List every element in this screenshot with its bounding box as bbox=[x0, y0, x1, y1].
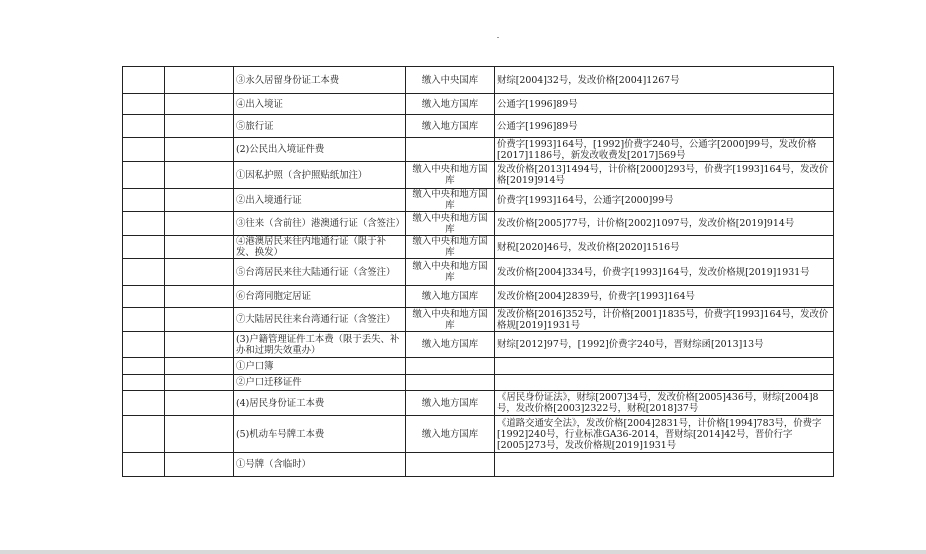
table-row bbox=[123, 138, 834, 162]
treasury-cell: 缴入中央和地方国库 bbox=[406, 212, 495, 236]
treasury-cell: 缴入中央和地方国库 bbox=[406, 308, 495, 332]
page-bottom-edge bbox=[0, 550, 926, 554]
treasury-cell: 缴入中央和地方国库 bbox=[406, 236, 495, 259]
table-row bbox=[123, 308, 834, 332]
empty-cell-b bbox=[165, 308, 234, 332]
treasury-cell: 缴入地方国库 bbox=[406, 332, 495, 358]
empty-cell-a bbox=[123, 308, 165, 332]
basis-cell: 财综[2004]32号，发改价格[2004]1267号 bbox=[495, 67, 834, 94]
fee-item-cell: (2)公民出入境证件费 bbox=[234, 138, 406, 162]
basis-cell: 发改价格[2013]1494号，计价格[2000]293号，价费字[1993]164号，发改价格[2019]914号 bbox=[495, 162, 834, 189]
fee-item-cell: ③永久居留身份证工本费 bbox=[234, 67, 406, 94]
fee-item-cell: ⑤旅行证 bbox=[234, 115, 406, 138]
fee-item-cell: ④港澳居民来往内地通行证（限于补发、换发） bbox=[234, 236, 406, 259]
treasury-cell: 缴入地方国库 bbox=[406, 286, 495, 308]
table-row bbox=[123, 94, 834, 115]
treasury-cell bbox=[406, 358, 495, 375]
treasury-cell: 缴入中央和地方国库 bbox=[406, 162, 495, 189]
basis-cell: 财综[2012]97号，[1992]价费字240号，晋财综函[2013]13号 bbox=[495, 332, 834, 358]
scan-mark bbox=[497, 37, 499, 38]
table-row bbox=[123, 236, 834, 259]
basis-cell: 发改价格[2004]2839号，价费字[1993]164号 bbox=[495, 286, 834, 308]
table-row bbox=[123, 286, 834, 308]
table-row bbox=[123, 212, 834, 236]
table-row bbox=[123, 416, 834, 453]
treasury-cell: 缴入中央和地方国库 bbox=[406, 259, 495, 286]
table-row bbox=[123, 453, 834, 477]
fee-item-cell: (5)机动车号牌工本费 bbox=[234, 416, 406, 453]
fee-item-cell: ④出入境证 bbox=[234, 94, 406, 115]
empty-cell-a bbox=[123, 212, 165, 236]
fee-item-cell: ⑥台湾同胞定居证 bbox=[234, 286, 406, 308]
empty-cell-b bbox=[165, 189, 234, 212]
fee-item-cell: ⑤台湾居民来往大陆通行证（含签注） bbox=[234, 259, 406, 286]
empty-cell-a bbox=[123, 236, 165, 259]
empty-cell-b bbox=[165, 162, 234, 189]
fee-item-cell: ⑦大陆居民往来台湾通行证（含签注） bbox=[234, 308, 406, 332]
table-row bbox=[123, 162, 834, 189]
table-row bbox=[123, 259, 834, 286]
fee-item-cell: (3)户籍管理证件工本费（限于丢失、补办和过期失效重办） bbox=[234, 332, 406, 358]
table-row bbox=[123, 332, 834, 358]
empty-cell-b bbox=[165, 259, 234, 286]
treasury-cell: 缴入地方国库 bbox=[406, 115, 495, 138]
fee-item-cell: ③往来（含前往）港澳通行证（含签注） bbox=[234, 212, 406, 236]
empty-cell-b bbox=[165, 391, 234, 416]
table-row bbox=[123, 391, 834, 416]
empty-cell-a bbox=[123, 416, 165, 453]
empty-cell-a bbox=[123, 391, 165, 416]
table-row bbox=[123, 358, 834, 375]
treasury-cell bbox=[406, 375, 495, 391]
empty-cell-b bbox=[165, 375, 234, 391]
treasury-cell: 缴入地方国库 bbox=[406, 416, 495, 453]
fee-item-cell: ①户口簿 bbox=[234, 358, 406, 375]
empty-cell-b bbox=[165, 286, 234, 308]
basis-cell bbox=[495, 358, 834, 375]
table-row bbox=[123, 67, 834, 94]
empty-cell-a bbox=[123, 115, 165, 138]
empty-cell-a bbox=[123, 375, 165, 391]
basis-cell: 发改价格[2004]334号，价费字[1993]164号，发改价格规[2019]1931号 bbox=[495, 259, 834, 286]
treasury-cell bbox=[406, 453, 495, 477]
empty-cell-a bbox=[123, 286, 165, 308]
fee-item-cell: ①因私护照（含护照贴纸加注） bbox=[234, 162, 406, 189]
table-row bbox=[123, 375, 834, 391]
basis-cell bbox=[495, 375, 834, 391]
basis-cell: 财税[2020]46号，发改价格[2020]1516号 bbox=[495, 236, 834, 259]
empty-cell-b bbox=[165, 212, 234, 236]
fee-table bbox=[122, 66, 834, 477]
empty-cell-a bbox=[123, 67, 165, 94]
empty-cell-b bbox=[165, 138, 234, 162]
fee-item-cell: ②户口迁移证件 bbox=[234, 375, 406, 391]
empty-cell-a bbox=[123, 138, 165, 162]
empty-cell-a bbox=[123, 94, 165, 115]
treasury-cell: 缴入地方国库 bbox=[406, 391, 495, 416]
empty-cell-b bbox=[165, 94, 234, 115]
empty-cell-b bbox=[165, 416, 234, 453]
basis-cell bbox=[495, 453, 834, 477]
basis-cell: 《道路交通安全法》，发改价格[2004]2831号，计价格[1994]783号，价费字[1992]240号，行业标准GA36-2014，晋财综[2014]42号，晋价行字[2005]273号，发改价格规[2019]1931号 bbox=[495, 416, 834, 453]
basis-cell: 发改价格[2016]352号，计价格[2001]1835号，价费字[1993]164号，发改价格规[2019]1931号 bbox=[495, 308, 834, 332]
empty-cell-a bbox=[123, 358, 165, 375]
table-row bbox=[123, 189, 834, 212]
basis-cell: 发改价格[2005]77号，计价格[2002]1097号，发改价格[2019]914号 bbox=[495, 212, 834, 236]
empty-cell-b bbox=[165, 115, 234, 138]
basis-cell: 价费字[1993]164号，[1992]价费字240号，公通字[2000]99号，发改价格[2017]1186号，新发改收费发[2017]569号 bbox=[495, 138, 834, 162]
empty-cell-a bbox=[123, 162, 165, 189]
basis-cell: 公通字[1996]89号 bbox=[495, 94, 834, 115]
basis-cell: 公通字[1996]89号 bbox=[495, 115, 834, 138]
treasury-cell: 缴入中央国库 bbox=[406, 67, 495, 94]
fee-item-cell: ①号牌（含临时） bbox=[234, 453, 406, 477]
table-row bbox=[123, 115, 834, 138]
fee-table-body bbox=[123, 67, 834, 477]
fee-item-cell: ②出入境通行证 bbox=[234, 189, 406, 212]
basis-cell: 《居民身份证法》，财综[2007]34号，发改价格[2005]436号，财综[2004]8号，发改价格[2003]2322号，财税[2018]37号 bbox=[495, 391, 834, 416]
treasury-cell bbox=[406, 138, 495, 162]
treasury-cell: 缴入中央和地方国库 bbox=[406, 189, 495, 212]
basis-cell: 价费字[1993]164号，公通字[2000]99号 bbox=[495, 189, 834, 212]
empty-cell-a bbox=[123, 189, 165, 212]
empty-cell-b bbox=[165, 67, 234, 94]
empty-cell-b bbox=[165, 453, 234, 477]
empty-cell-b bbox=[165, 236, 234, 259]
empty-cell-a bbox=[123, 453, 165, 477]
empty-cell-b bbox=[165, 358, 234, 375]
fee-item-cell: (4)居民身份证工本费 bbox=[234, 391, 406, 416]
empty-cell-b bbox=[165, 332, 234, 358]
treasury-cell: 缴入地方国库 bbox=[406, 94, 495, 115]
empty-cell-a bbox=[123, 332, 165, 358]
empty-cell-a bbox=[123, 259, 165, 286]
